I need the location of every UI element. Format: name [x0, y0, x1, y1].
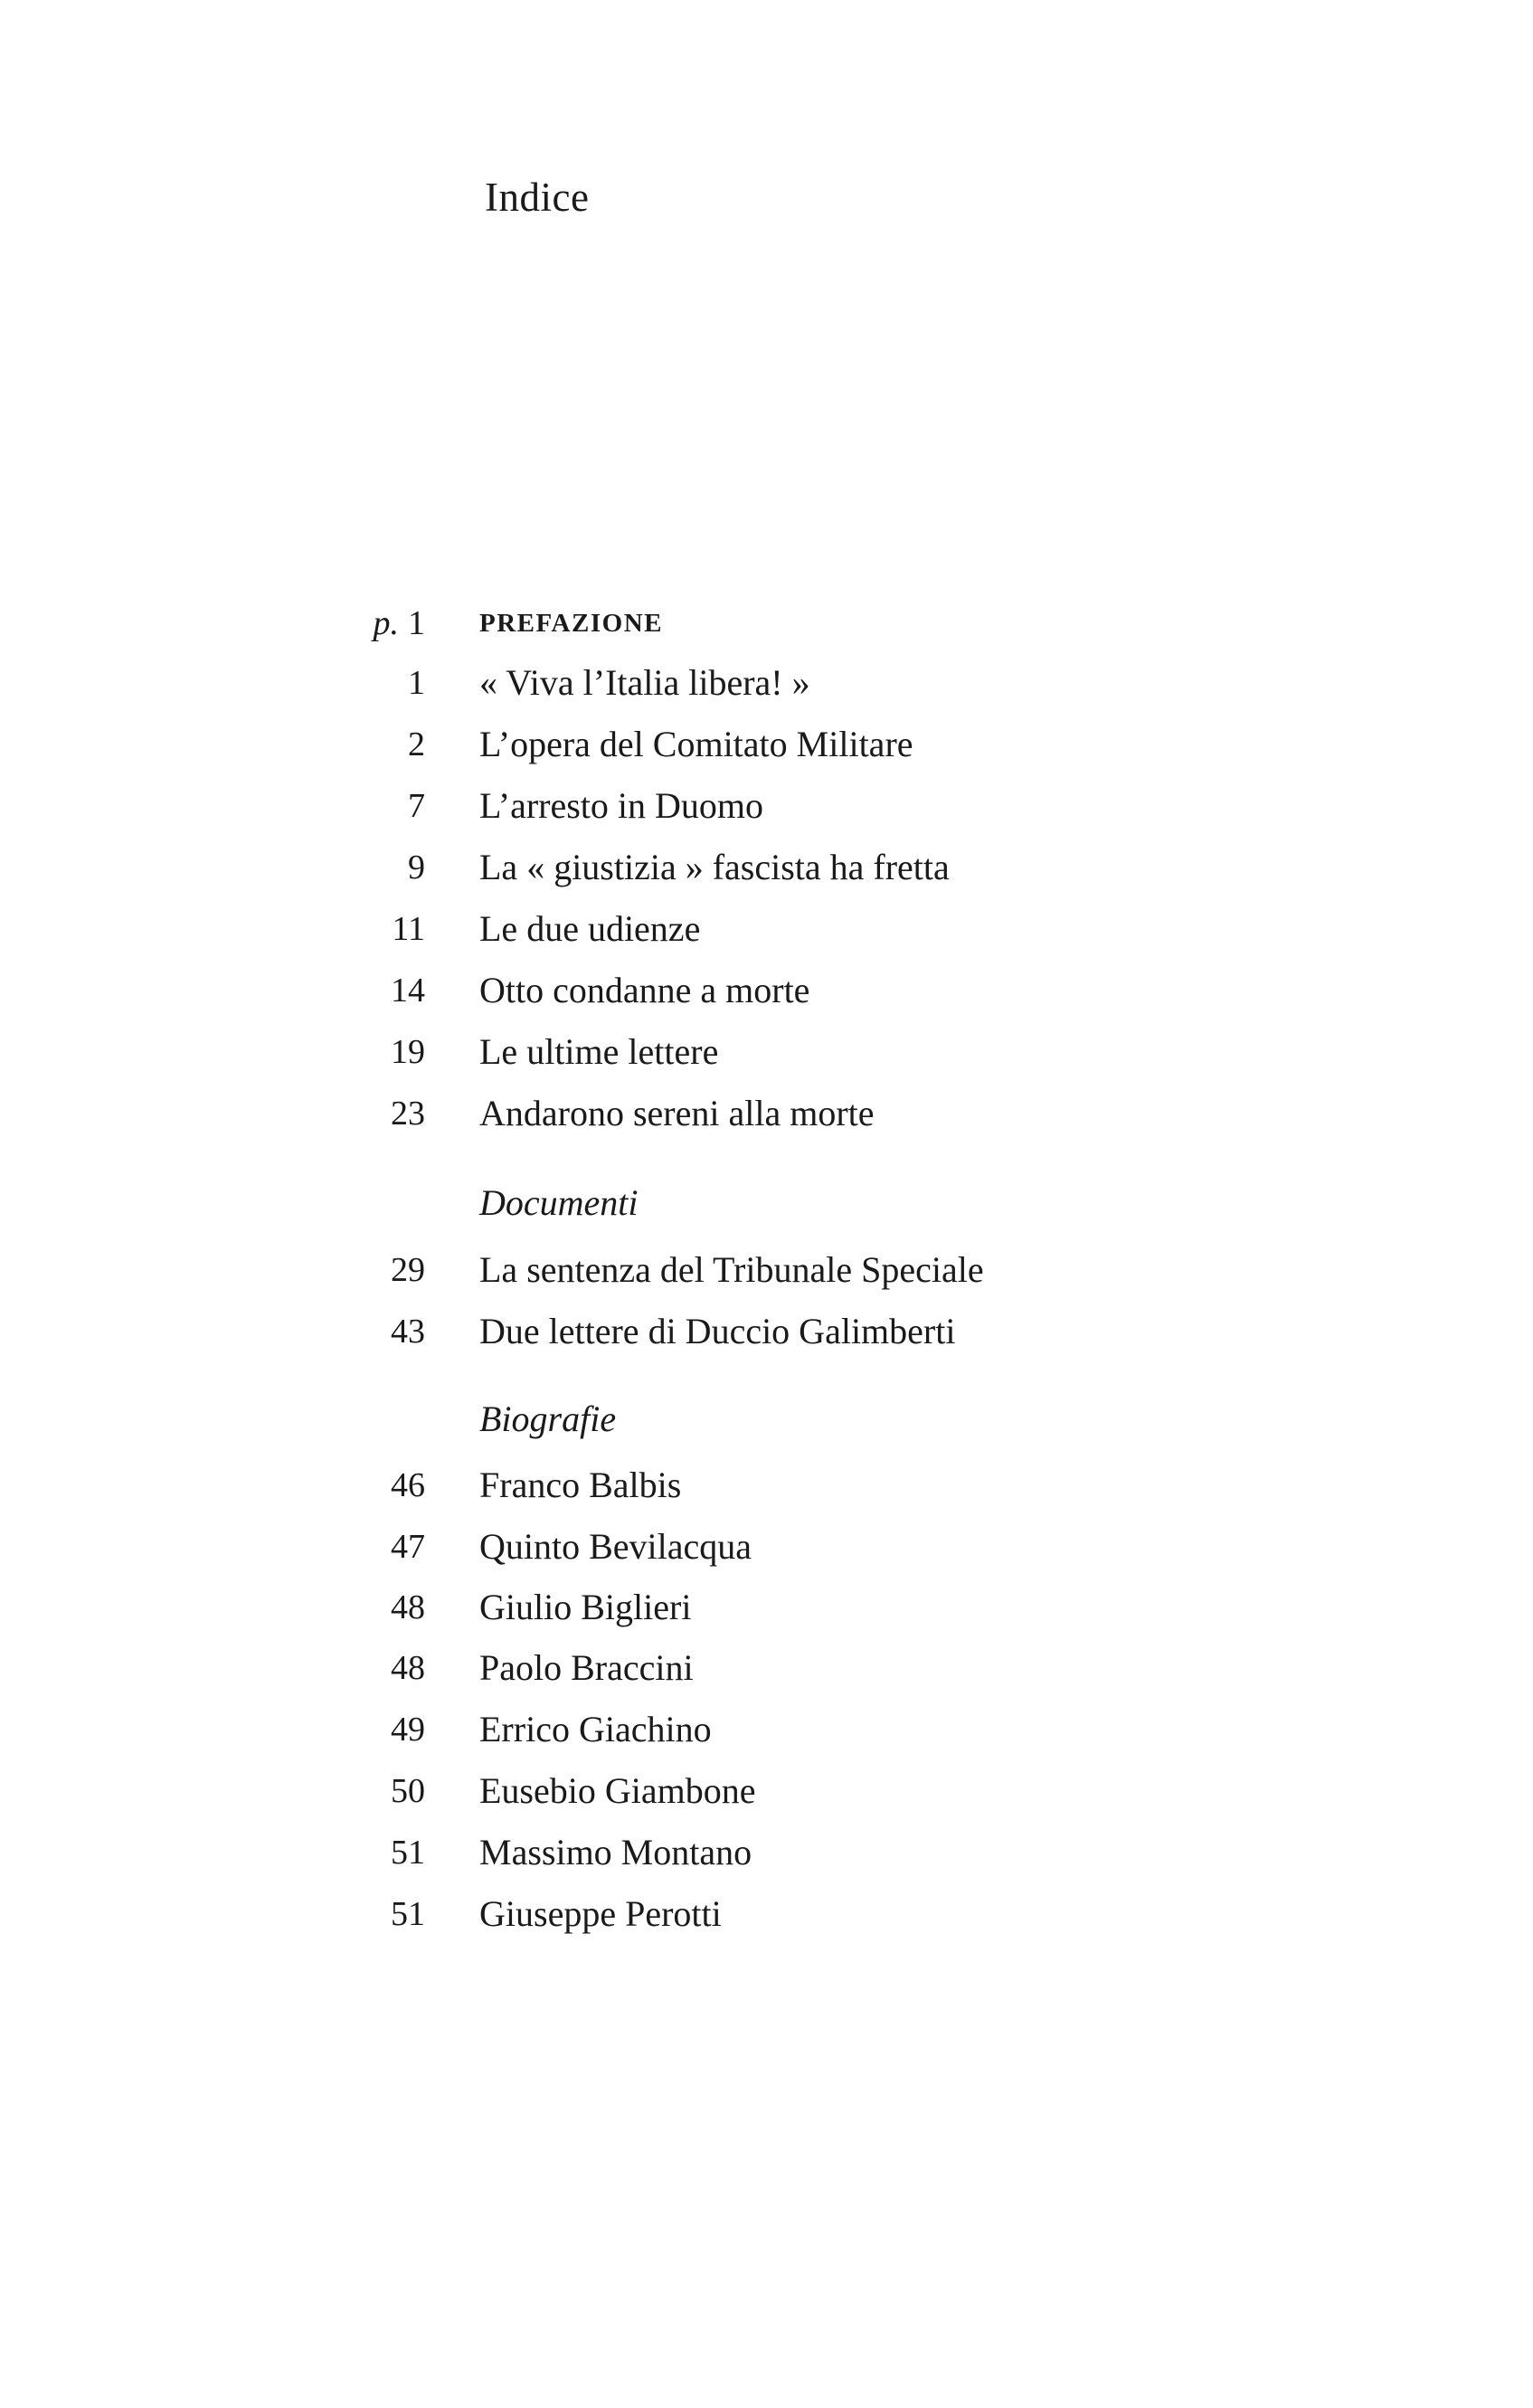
toc-page-number: 9 [408, 848, 425, 886]
toc-entry [344, 1301, 1158, 1362]
toc-entry-title: L’arresto in Duomo [479, 785, 764, 826]
toc-entry-title: PREFAZIONE [479, 608, 663, 638]
toc-entry-title: Le due udienze [479, 908, 701, 949]
toc-entry-title: « Viva l’Italia libera! » [479, 662, 810, 703]
toc-entry [344, 837, 1158, 898]
toc-entry [344, 1239, 1158, 1301]
toc-page-number: 51 [391, 1895, 425, 1933]
toc-entry [344, 898, 1158, 960]
toc-entry [344, 1883, 1158, 1945]
toc-page-number: 7 [408, 787, 425, 825]
toc-entry [344, 652, 1158, 714]
toc-entry-title: Quinto Bevilacqua [479, 1526, 752, 1567]
toc-entry [344, 714, 1158, 775]
toc-entry-title: Franco Balbis [479, 1465, 682, 1505]
toc-page-number: 47 [391, 1528, 425, 1566]
toc-page-number: p. 1 [373, 604, 425, 642]
toc-page-number: 1 [408, 664, 425, 702]
toc-page-number: 2 [408, 725, 425, 763]
section-heading: Documenti [479, 1182, 639, 1223]
toc-entry-title: Massimo Montano [479, 1832, 752, 1872]
toc-page-number: 19 [391, 1033, 425, 1071]
toc-entry [344, 1637, 1158, 1699]
toc-entry-title: Due lettere di Duccio Galimberti [479, 1311, 956, 1351]
toc-entry-title: Eusebio Giambone [479, 1770, 756, 1811]
toc-entry [344, 775, 1158, 837]
toc-entry [344, 1822, 1158, 1883]
section-heading: Biografie [479, 1398, 617, 1439]
toc-entry [344, 1021, 1158, 1083]
toc-page-number: 48 [391, 1649, 425, 1687]
toc-page-number: 49 [391, 1711, 425, 1749]
toc-page-number: 50 [391, 1772, 425, 1810]
toc-page-number: 51 [391, 1834, 425, 1872]
toc-page-number: 29 [391, 1251, 425, 1289]
toc-page-prefix: p. [373, 604, 399, 642]
toc-entry [344, 1699, 1158, 1760]
toc-entry-title: Otto condanne a morte [479, 970, 810, 1010]
toc-entry-title: La sentenza del Tribunale Speciale [479, 1249, 984, 1290]
toc-entry [344, 1577, 1158, 1638]
toc-entry [344, 1455, 1158, 1516]
toc-page-number: 48 [391, 1588, 425, 1626]
toc-entry-title: Le ultime lettere [479, 1031, 719, 1072]
toc-entry [344, 1760, 1158, 1822]
toc-entry [344, 960, 1158, 1021]
toc-entry [344, 1516, 1158, 1578]
toc-page-number: 46 [391, 1466, 425, 1504]
toc-entry [344, 593, 1158, 654]
toc-page-number: 11 [392, 910, 425, 948]
toc-entry-title: Andarono sereni alla morte [479, 1093, 875, 1133]
toc-entry [344, 1083, 1158, 1144]
toc-entry-title: L’opera del Comitato Militare [479, 724, 913, 764]
toc-page-number: 43 [391, 1313, 425, 1351]
toc-page-number: 23 [391, 1095, 425, 1133]
toc-entry-title: Paolo Braccini [479, 1647, 694, 1688]
page-title: Indice [485, 175, 590, 220]
toc-entry-title: Giuseppe Perotti [479, 1893, 722, 1934]
toc-page-number: 14 [391, 972, 425, 1010]
toc-entry-title: Giulio Biglieri [479, 1587, 692, 1627]
toc-entry-title: Errico Giachino [479, 1709, 712, 1749]
toc-entry-title: La « giustizia » fascista ha fretta [479, 847, 950, 887]
